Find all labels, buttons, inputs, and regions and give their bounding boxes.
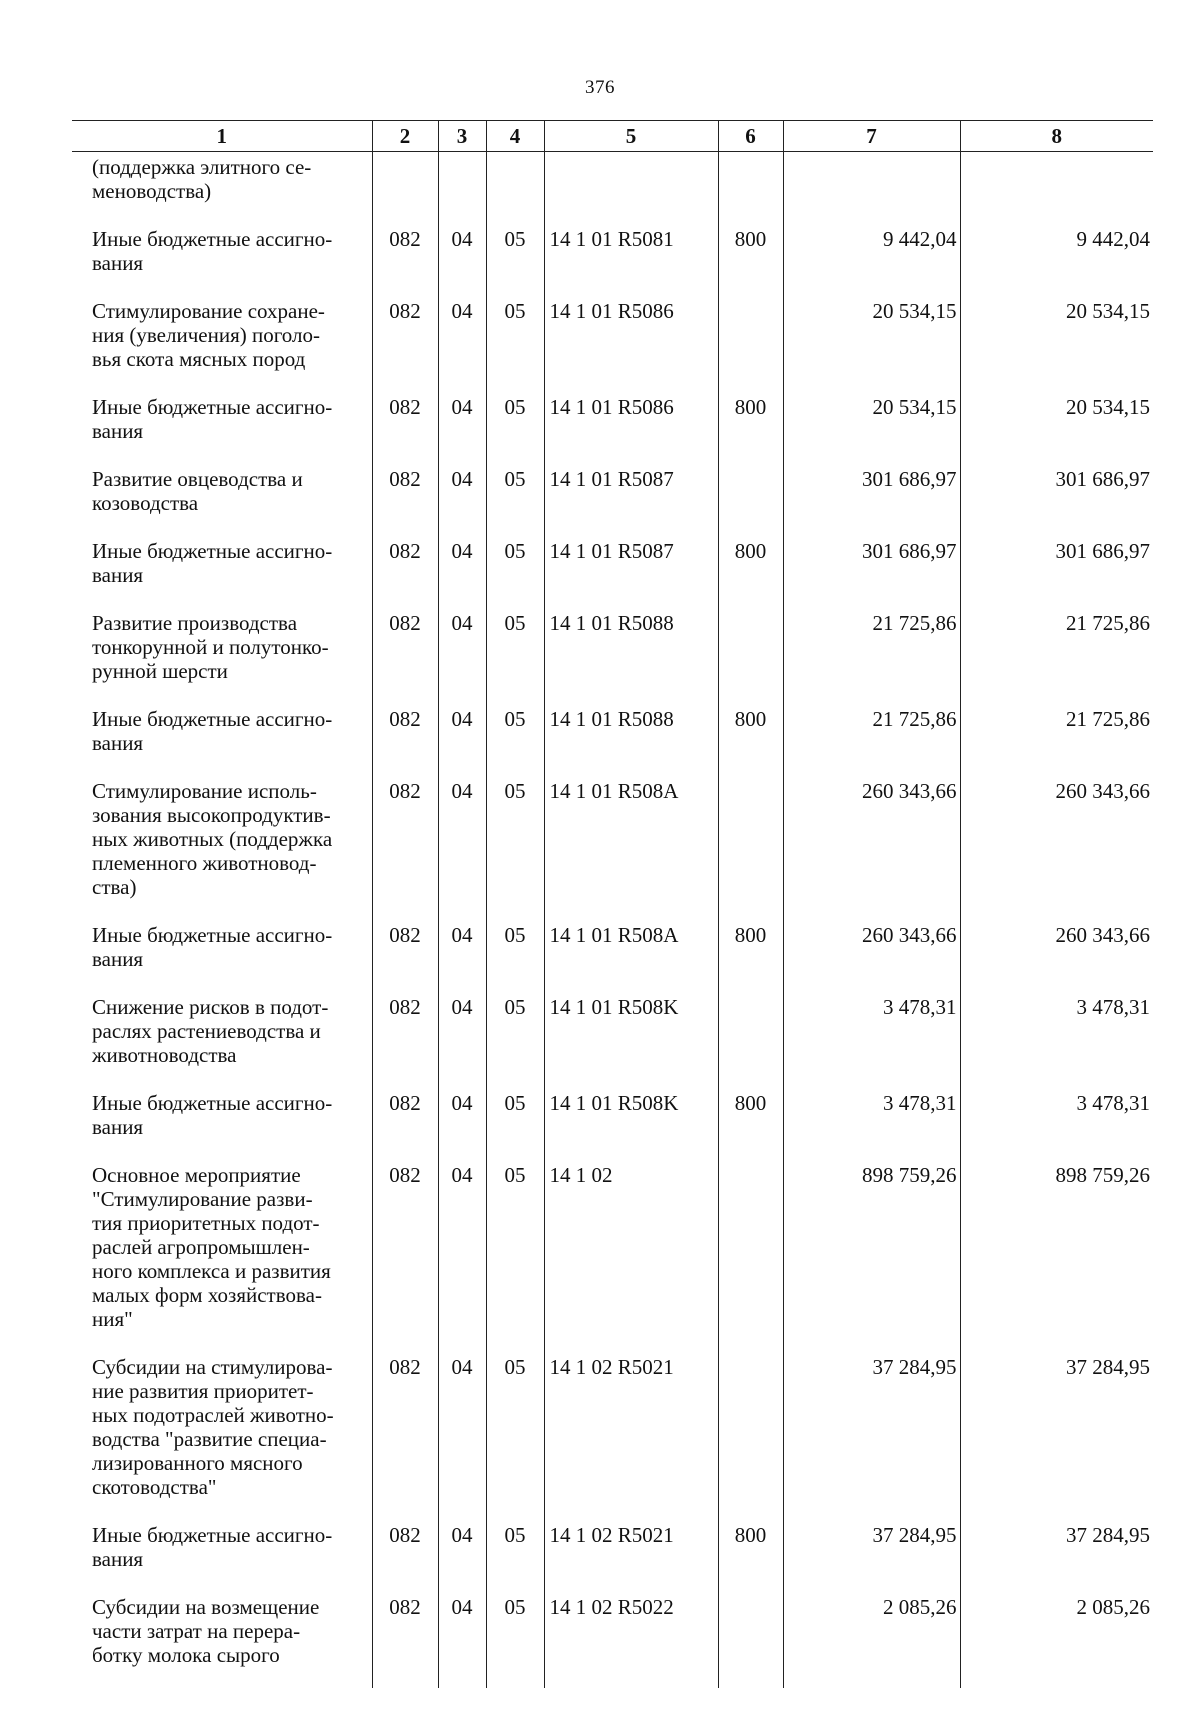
section-code: 04 [438, 608, 486, 704]
expenditure-name: Иные бюджетные ассигно- вания [92, 539, 333, 587]
expense-type-code [718, 776, 783, 920]
target-article-code: 14 1 01 R508K [544, 992, 718, 1088]
col-header-6: 6 [718, 121, 783, 152]
expense-type-code [718, 992, 783, 1088]
amount-col-8: 3 478,31 [960, 992, 1153, 1088]
table-row [72, 536, 1153, 608]
subsection-code: 05 [486, 920, 544, 992]
amount-col-7: 9 442,04 [783, 224, 960, 296]
expenditure-name: Основное мероприятие "Стимулирование разви- тия приоритетных подот- раслей агропромышлен- ного комплекса и развития малых форм хозяйствова- ния" [92, 1163, 331, 1331]
amount-col-7: 301 686,97 [783, 536, 960, 608]
ministry-code: 082 [372, 536, 438, 608]
expenditure-name: Иные бюджетные ассигно- вания [92, 707, 333, 755]
section-code: 04 [438, 920, 486, 992]
subsection-code: 05 [486, 1160, 544, 1352]
subsection-code: 05 [486, 992, 544, 1088]
ministry-code: 082 [372, 704, 438, 776]
ministry-code: 082 [372, 776, 438, 920]
expenditure-name: Иные бюджетные ассигно- вания [92, 395, 333, 443]
expense-type-code [718, 152, 783, 225]
table-row [72, 1088, 1153, 1160]
ministry-code: 082 [372, 992, 438, 1088]
table-row [72, 920, 1153, 992]
table-row [72, 992, 1153, 1088]
target-article-code: 14 1 01 R508A [544, 920, 718, 992]
expense-type-code [718, 1352, 783, 1520]
target-article-code: 14 1 02 R5022 [544, 1592, 718, 1688]
table-row [72, 704, 1153, 776]
amount-col-8: 9 442,04 [960, 224, 1153, 296]
amount-col-7: 301 686,97 [783, 464, 960, 536]
expenditure-name: (поддержка элитного се- меноводства) [92, 155, 312, 203]
target-article-code: 14 1 02 R5021 [544, 1352, 718, 1520]
ministry-code [372, 152, 438, 225]
target-article-code: 14 1 01 R5088 [544, 704, 718, 776]
target-article-code: 14 1 02 [544, 1160, 718, 1352]
target-article-code: 14 1 01 R5088 [544, 608, 718, 704]
amount-col-7: 3 478,31 [783, 1088, 960, 1160]
expenditure-name: Субсидии на возмещение части затрат на перера- ботку молока сырого [92, 1595, 320, 1667]
expense-type-code [718, 296, 783, 392]
table-row [72, 296, 1153, 392]
amount-col-7: 260 343,66 [783, 776, 960, 920]
amount-col-7: 3 478,31 [783, 992, 960, 1088]
section-code: 04 [438, 536, 486, 608]
amount-col-8: 898 759,26 [960, 1160, 1153, 1352]
table-row [72, 1160, 1153, 1352]
ministry-code: 082 [372, 464, 438, 536]
page-number: 376 [585, 77, 615, 98]
target-article-code: 14 1 01 R5081 [544, 224, 718, 296]
section-code: 04 [438, 1088, 486, 1160]
expenditure-name: Стимулирование исполь- зования высокопродуктив- ных животных (поддержка племенного животновод- ства) [92, 779, 333, 899]
expense-type-code [718, 1592, 783, 1688]
col-header-2: 2 [372, 121, 438, 152]
amount-col-7: 260 343,66 [783, 920, 960, 992]
amount-col-8: 37 284,95 [960, 1352, 1153, 1520]
expenditure-name: Развитие производства тонкорунной и полутонко- рунной шерсти [92, 611, 329, 683]
amount-col-8: 20 534,15 [960, 296, 1153, 392]
subsection-code: 05 [486, 1592, 544, 1688]
expense-type-code [718, 608, 783, 704]
table-row [72, 392, 1153, 464]
target-article-code: 14 1 01 R5086 [544, 296, 718, 392]
amount-col-8: 301 686,97 [960, 464, 1153, 536]
subsection-code: 05 [486, 608, 544, 704]
subsection-code: 05 [486, 776, 544, 920]
expenditure-name: Иные бюджетные ассигно- вания [92, 923, 333, 971]
amount-col-7 [783, 152, 960, 225]
section-code: 04 [438, 392, 486, 464]
target-article-code: 14 1 01 R508A [544, 776, 718, 920]
amount-col-8: 2 085,26 [960, 1592, 1153, 1688]
ministry-code: 082 [372, 296, 438, 392]
amount-col-8: 301 686,97 [960, 536, 1153, 608]
expense-type-code: 800 [718, 1520, 783, 1592]
target-article-code: 14 1 01 R5086 [544, 392, 718, 464]
subsection-code: 05 [486, 1520, 544, 1592]
section-code: 04 [438, 1592, 486, 1688]
col-header-7: 7 [783, 121, 960, 152]
target-article-code [544, 152, 718, 225]
col-header-1: 1 [72, 121, 372, 152]
section-code: 04 [438, 296, 486, 392]
subsection-code: 05 [486, 296, 544, 392]
table-row [72, 776, 1153, 920]
section-code: 04 [438, 224, 486, 296]
expense-type-code: 800 [718, 1088, 783, 1160]
subsection-code [486, 152, 544, 225]
col-header-4: 4 [486, 121, 544, 152]
header-row [72, 121, 1153, 152]
subsection-code: 05 [486, 464, 544, 536]
ministry-code: 082 [372, 1520, 438, 1592]
col-header-3: 3 [438, 121, 486, 152]
col-header-8: 8 [960, 121, 1153, 152]
target-article-code: 14 1 02 R5021 [544, 1520, 718, 1592]
expenditure-name: Иные бюджетные ассигно- вания [92, 1523, 333, 1571]
target-article-code: 14 1 01 R508K [544, 1088, 718, 1160]
subsection-code: 05 [486, 536, 544, 608]
ministry-code: 082 [372, 392, 438, 464]
expenditure-name: Развитие овцеводства и козоводства [92, 467, 303, 515]
amount-col-8 [960, 152, 1153, 225]
section-code: 04 [438, 1352, 486, 1520]
amount-col-8: 20 534,15 [960, 392, 1153, 464]
table-row [72, 152, 1153, 225]
subsection-code: 05 [486, 1352, 544, 1520]
amount-col-8: 260 343,66 [960, 920, 1153, 992]
expense-type-code: 800 [718, 224, 783, 296]
section-code: 04 [438, 776, 486, 920]
table-row [72, 464, 1153, 536]
table-row [72, 1352, 1153, 1520]
amount-col-7: 21 725,86 [783, 608, 960, 704]
budget-table [72, 120, 1153, 1688]
section-code: 04 [438, 992, 486, 1088]
ministry-code: 082 [372, 1088, 438, 1160]
section-code: 04 [438, 464, 486, 536]
expense-type-code: 800 [718, 920, 783, 992]
expenditure-name: Иные бюджетные ассигно- вания [92, 1091, 333, 1139]
amount-col-7: 21 725,86 [783, 704, 960, 776]
expenditure-name: Иные бюджетные ассигно- вания [92, 227, 333, 275]
amount-col-8: 21 725,86 [960, 704, 1153, 776]
table-body [72, 152, 1153, 1689]
amount-col-8: 3 478,31 [960, 1088, 1153, 1160]
amount-col-7: 898 759,26 [783, 1160, 960, 1352]
amount-col-7: 37 284,95 [783, 1520, 960, 1592]
target-article-code: 14 1 01 R5087 [544, 536, 718, 608]
subsection-code: 05 [486, 1088, 544, 1160]
expense-type-code: 800 [718, 704, 783, 776]
subsection-code: 05 [486, 224, 544, 296]
table-row [72, 1592, 1153, 1688]
subsection-code: 05 [486, 704, 544, 776]
expenditure-name: Стимулирование сохране- ния (увеличения) поголо- вья скота мясных пород [92, 299, 325, 371]
table-row [72, 1520, 1153, 1592]
amount-col-8: 21 725,86 [960, 608, 1153, 704]
table-row [72, 608, 1153, 704]
ministry-code: 082 [372, 1592, 438, 1688]
section-code: 04 [438, 1160, 486, 1352]
col-header-5: 5 [544, 121, 718, 152]
expenditure-name: Снижение рисков в подот- раслях растениеводства и животноводства [92, 995, 329, 1067]
section-code: 04 [438, 704, 486, 776]
ministry-code: 082 [372, 1352, 438, 1520]
ministry-code: 082 [372, 608, 438, 704]
subsection-code: 05 [486, 392, 544, 464]
amount-col-7: 37 284,95 [783, 1352, 960, 1520]
amount-col-8: 260 343,66 [960, 776, 1153, 920]
expense-type-code [718, 464, 783, 536]
section-code: 04 [438, 1520, 486, 1592]
amount-col-7: 20 534,15 [783, 296, 960, 392]
ministry-code: 082 [372, 224, 438, 296]
ministry-code: 082 [372, 1160, 438, 1352]
expense-type-code [718, 1160, 783, 1352]
amount-col-8: 37 284,95 [960, 1520, 1153, 1592]
amount-col-7: 20 534,15 [783, 392, 960, 464]
target-article-code: 14 1 01 R5087 [544, 464, 718, 536]
ministry-code: 082 [372, 920, 438, 992]
section-code [438, 152, 486, 225]
expense-type-code: 800 [718, 392, 783, 464]
amount-col-7: 2 085,26 [783, 1592, 960, 1688]
table-row [72, 224, 1153, 296]
expenditure-name: Субсидии на стимулирова- ние развития приоритет- ных подотраслей животно- водства "развитие специа- лизированного мясного скотоводства" [92, 1355, 334, 1499]
expense-type-code: 800 [718, 536, 783, 608]
